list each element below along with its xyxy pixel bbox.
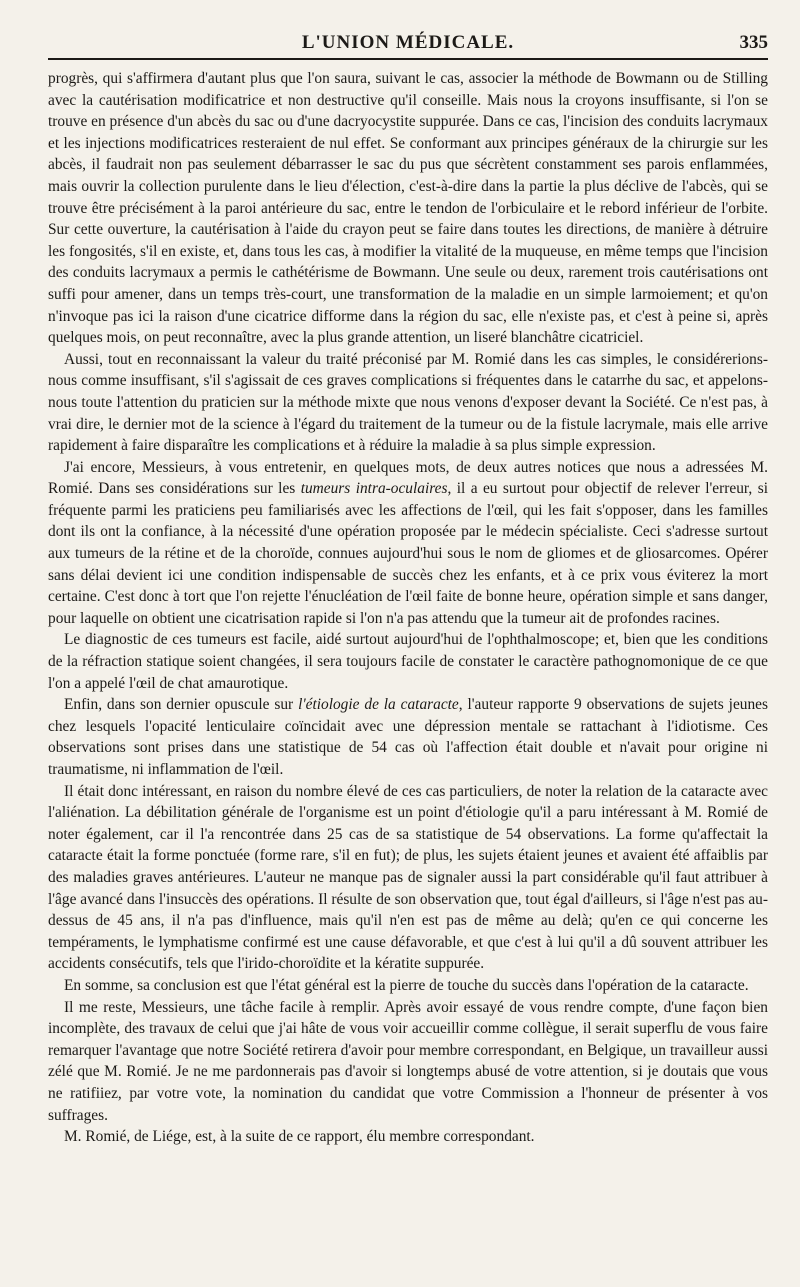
paragraph-3 (48, 457, 768, 630)
italic-term: tumeurs intra-oculaires (300, 480, 448, 498)
running-title: L'UNION MÉDICALE. (301, 32, 515, 53)
paragraph-7 (48, 975, 768, 997)
paragraph-text: Aussi, tout en reconnaissant la valeur du traité préconisé par M. Romié dans les cas simples, le considérerions-nous comme insuffisant, s'il s'agissait de ces graves complications si fréquentes dans le catarrhe du sac, et appelons-nous toute l'attention du praticien sur la méthode mixte que nous venons d'exposer devant la Société. Ce n'est pas, à vrai dire, le dernier mot de la science à l'égard du traitement de la tumeur ou de la fistule lacrymale, mais elle arrive rapidement à faire disparaître les complications et à réduire la maladie à sa plus simple expression. (48, 350, 768, 455)
paragraph-text: progrès, qui s'affirmera d'autant plus que l'on saura, suivant le cas, associer la méthode de Bowmann ou de Stilling avec la cautérisation modificatrice et non destructive qu'il conseille. Mais nous la croyons insuffisante, si l'on se trouve en présence d'un abcès du sac ou d'une dacryocystite suppurée. Dans ce cas, l'incision des conduits lacrymaux et les injections modificatrices resteraient de nul effet. Se conformant aux principes généraux de la chirurgie sur les abcès, il faudrait non pas seulement débarrasser le sac du pus que sécrètent constamment ses parois enflammées, mais ouvrir la collection purulente dans le lieu d'élection, c'est-à-dire dans la partie la plus déclive de l'abcès, qui se trouve être précisément à la paroi antérieure du sac, entre le tendon de l'orbiculaire et le rebord inférieur de l'orbite. Sur cette ouverture, la cautérisation à l'aide du crayon peut se faire dans toutes les directions, de manière à détruire les fongosités, s'il en existe, et, dans tous les cas, à modifier la vitalité de la muqueuse, en même temps que l'incision des conduits lacrymaux a permis le cathétérisme de Bowmann. Une seule ou deux, rarement trois cautérisations ont suffi pour amener, dans un temps très-court, une transformation de la maladie en un simple larmoiement; et qu'on n'invoque pas ici la raison d'une cicatrice difforme dans la région du sac, elle n'existe pas, et c'est à peine si, après quelques mois, on peut reconnaître, avec la plus grande attention, un liseré blanchâtre cicatriciel. (48, 70, 768, 347)
paragraph-text: Il me reste, Messieurs, une tâche facile à remplir. Après avoir essayé de vous rendre compte, d'une façon bien incomplète, des travaux de celui que j'ai hâte de vous voir accueillir comme collègue, il serait superflu de vous faire remarquer l'avantage que notre Société retirera d'avoir pour membre correspondant, en Belgique, un travailleur aussi zélé que M. Romié. Je ne me pardonnerais pas d'avoir si longtemps abusé de votre attention, si je doutais que vous ne ratifiiez, par votre vote, la nomination du candidat que votre Commission a l'honneur de présenter à vos suffrages. (48, 998, 768, 1124)
paragraph-text: M. Romié, de Liége, est, à la suite de ce rapport, élu membre correspondant. (64, 1128, 535, 1146)
paragraph-text: Le diagnostic de ces tumeurs est facile, aidé surtout aujourd'hui de l'ophthalmoscope; et, bien que les conditions de la réfraction statique soient changées, il sera toujours facile de constater le caractère pathognomonique de ce que l'on a appelé l'œil de chat amaurotique. (48, 631, 768, 692)
paragraph-9 (48, 1126, 768, 1148)
paragraph-text: J'ai encore, Messieurs, à vous entretenir, en quelques mots, de deux autres notices que nous a adressées M. Romié. Dans ses considérations sur les (48, 458, 768, 498)
paragraph-4 (48, 629, 768, 694)
paragraph-6 (48, 781, 768, 975)
paragraph-2 (48, 349, 768, 457)
paragraph-8 (48, 997, 768, 1127)
paragraph-5 (48, 694, 768, 780)
italic-term: l'étiologie de la cataracte (298, 696, 459, 714)
paragraph-text: Enfin, dans son dernier opuscule sur (64, 696, 299, 714)
article-body (48, 68, 768, 1148)
paragraph-text: , il a eu surtout pour objectif de relever l'erreur, si fréquente parmi les praticiens peu familiarisés avec les affections de l'œil, qui les fait s'opposer, dans les familles dont ils ont la confiance, à la nécessité d'une opération proposée par le médecin spécialiste. Ceci s'adresse surtout aux tumeurs de la rétine et de la choroïde, connues aujourd'hui sous le nom de gliomes et de gliosarcomes. Opérer sans délai devient ici une condition indispensable de succès chez les enfants, et à ce prix vous éviterez la mort certaine. C'est donc à tort que l'on rejette l'énucléation de l'œil faite de bonne heure, opération simple et sans danger, pour laquelle on obtient une cicatrisation rapide si l'on n'a pas attendu que la tumeur ait de profondes racines. (48, 480, 768, 627)
page-number: 335 (739, 32, 768, 53)
page-header (48, 32, 768, 60)
paragraph-text: Il était donc intéressant, en raison du nombre élevé de ces cas particuliers, de noter la relation de la cataracte avec l'aliénation. La débilitation générale de l'organisme est un point d'étiologie qu'il a paru intéressant à M. Romié de noter également, car il l'a rencontrée dans 25 cas de sa statistique de 54 observations. La forme qu'affectait la cataracte était la forme ponctuée (forme rare, s'il en fut); de plus, les sujets étaient jeunes et avaient été affaiblis par des maladies graves antérieures. L'auteur ne manque pas de signaler aussi la part considérable qu'il faut attribuer à l'âge avancé dans l'insuccès des opérations. Il résulte de son observation que, tout égal d'ailleurs, si l'âge n'est pas au-dessus de 45 ans, il n'a pas d'influence, mais qu'il n'en est pas de même au delà; qu'en ce qui concerne les tempéraments, le lymphatisme confirmé est une cause défavorable, et que c'est à lui qu'il a dû souvent attribuer les accidents consécutifs, tels que l'irido-choroïdite et la kératite suppurée. (48, 782, 768, 973)
paragraph-text: En somme, sa conclusion est que l'état général est la pierre de touche du succès dans l'opération de la cataracte. (64, 976, 749, 994)
paragraph-1 (48, 68, 768, 349)
paragraph-text: , l'auteur rapporte 9 observations de sujets jeunes chez lesquels l'opacité lenticulaire coïncidait avec une dépression mentale se rattachant à l'idiotisme. Ces observations sont prises dans une statistique de 54 cas où l'affection était double et n'avait pour origine ni traumatisme, ni inflammation de l'œil. (48, 696, 768, 778)
